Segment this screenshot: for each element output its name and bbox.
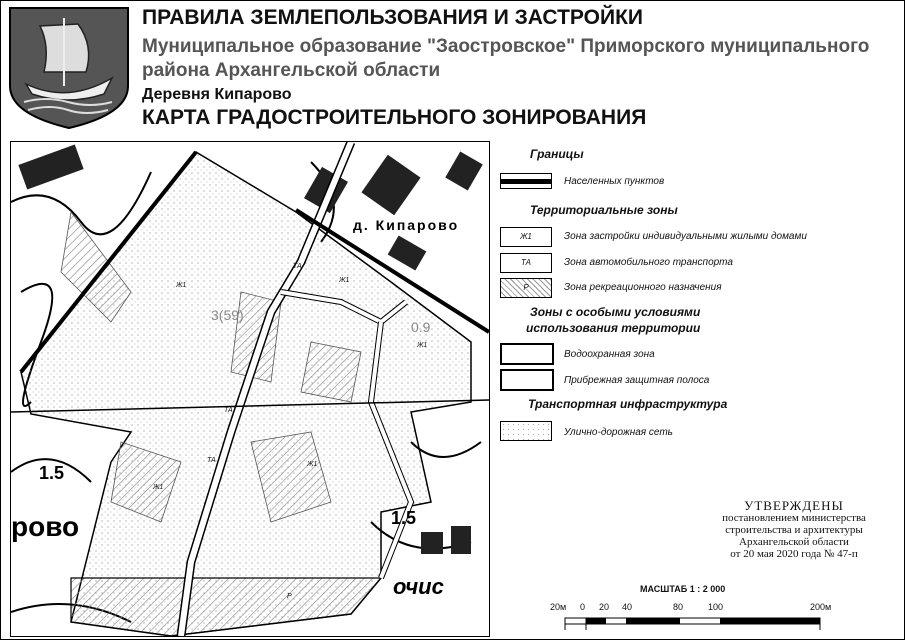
legend-special-heading-1: Зоны с особыми условиями [530,305,701,319]
scale-ruler [560,616,860,634]
zone-label-ta-c: ТА [207,457,216,464]
map-text-4: очис [393,574,444,599]
village-name: Деревня Кипарово [142,86,292,103]
scale-label: МАСШТАБ 1 : 2 000 [640,584,726,594]
legend-borders-heading: Границы [530,147,584,161]
approval-line: Архангельской области [739,536,849,548]
zone-label-zh1-e: Ж1 [153,484,164,491]
approval-line: постановлением министерства [722,512,866,524]
scale-tick: 20 [599,602,610,612]
legend-street-label: Улично-дорожная сеть [564,427,673,438]
scale-tick: 80 [673,602,684,612]
zone-label-r: Р [287,593,292,600]
zone-label-zh1-b: Ж1 [339,277,350,284]
legend-zone-swatch-r: Р [500,278,552,298]
legend-border-label: Населенных пунктов [564,176,665,187]
scale-tick: 200м [810,602,832,612]
legend-border-swatch [500,173,552,189]
legend-zone-label-zh1: Зона застройки индивидуальными жилыми домами [564,231,807,242]
legend-coastal-strip-label: Прибрежная защитная полоса [564,375,710,386]
legend-zone-swatch-zh1: Ж1 [500,227,552,247]
legend-coastal-strip-swatch [500,369,554,391]
legend-zone-label-r: Зона рекреационного назначения [564,282,722,293]
legend-special-heading-2: использования территории [526,321,701,335]
map-text-1: 1.5 [39,463,65,483]
zone-label-ta-a: ТА [293,263,302,270]
map-text-5: 3(59) [211,307,244,323]
map-text-2: 1.5 [391,508,417,528]
municipality-title: Муниципальное образование "Заостровское" Приморского муниципального района Архангельской области [142,36,870,81]
page-title: ПРАВИЛА ЗЕМЛЕПОЛЬЗОВАНИЯ И ЗАСТРОЙКИ [142,6,643,29]
legend-zone-swatch-ta: ТА [500,253,552,273]
map-text-6: 0.9 [411,319,431,335]
approval-heading: УТВЕРЖДЕНЫ [744,498,844,513]
scale-tick: 100 [708,602,724,612]
zone-label-ta-b: ТА [224,407,233,414]
map-text-3: рово [11,511,80,542]
zoning-map[interactable] [10,141,490,637]
scale-tick: 0 [580,602,586,612]
map-canvas [11,142,489,636]
legend-zones-heading: Территориальные зоны [530,203,678,217]
scale-tick: 20м [550,602,567,612]
scale-tick: 40 [622,602,633,612]
boat-emblem-icon [6,6,132,130]
settlement-name: д. Кипарово [353,217,460,233]
legend-zone-label-ta: Зона автомобильного транспорта [564,257,733,268]
map-title: КАРТА ГРАДОСТРОИТЕЛЬНОГО ЗОНИРОВАНИЯ [142,106,647,129]
scale-bar [550,578,860,636]
zone-label-zh1-d: Ж1 [307,461,318,468]
approval-line: от 20 мая 2020 года № 47-п [730,548,858,560]
approval-block [690,500,898,560]
legend-street-swatch [500,421,552,441]
legend-water-zone-swatch [500,343,554,365]
zone-label-zh1-c: Ж1 [417,342,428,349]
legend-transport-heading: Транспортная инфраструктура [528,397,728,411]
approval-line: строительства и архитектуры [725,524,863,536]
legend-water-zone-label: Водоохранная зона [564,349,655,360]
zone-label-zh1-a: Ж1 [176,282,187,289]
